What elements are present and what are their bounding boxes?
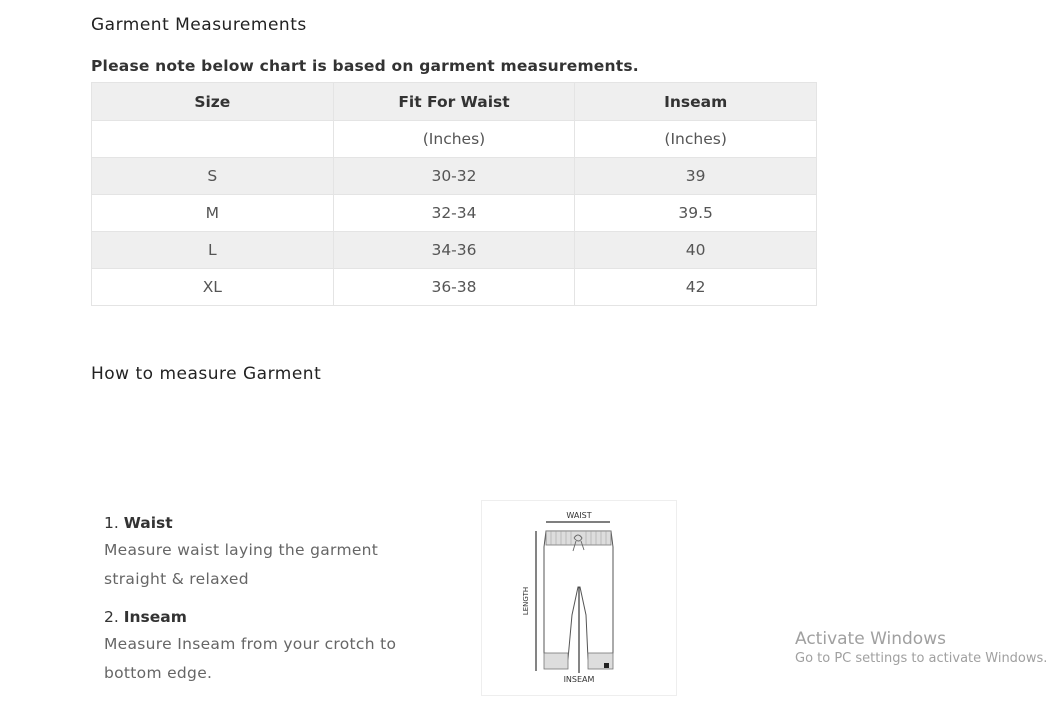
header-fit-for-waist: Fit For Waist [333,83,575,121]
inseam-label: INSEAM [563,675,595,684]
activate-windows-watermark [795,628,1047,668]
left-cuff [544,653,568,669]
pants-illustration [482,501,676,695]
step-description: Measure Inseam from your crotch to bottom edge. [104,635,397,682]
table-cell: S [92,158,334,195]
table-header-row [92,83,817,121]
waist-label: WAIST [566,511,592,520]
table-cell: (Inches) [575,121,817,158]
table-cell: 30-32 [333,158,575,195]
step-waist [104,510,444,594]
watermark-subtitle: Go to PC settings to activate Windows. [795,651,1047,666]
table-cell: 36-38 [333,269,575,306]
table-cell: L [92,232,334,269]
step-title [104,510,444,536]
table-cell: (Inches) [333,121,575,158]
table-cell [92,121,334,158]
measure-instructions [104,510,444,698]
table-cell: M [92,195,334,232]
step-number: 1. [104,514,119,532]
step-description: Measure waist laying the garment straight & relaxed [104,541,379,588]
chart-note: Please note below chart is based on garment measurements. [91,57,639,75]
size-chart-table [91,82,817,306]
step-name: Inseam [123,608,187,626]
table-cell: XL [92,269,334,306]
table-row [92,195,817,232]
garment-measurements-title: Garment Measurements [91,15,307,35]
step-number: 2. [104,608,119,626]
step-name: Waist [123,514,173,532]
pants-measurement-diagram [481,500,677,696]
table-row [92,232,817,269]
length-label: LENGTH [522,586,530,616]
step-inseam [104,604,444,688]
header-inseam: Inseam [575,83,817,121]
header-size: Size [92,83,334,121]
watermark-title: Activate Windows [795,629,946,649]
brand-tag [604,663,609,668]
table-row [92,121,817,158]
table-cell: 42 [575,269,817,306]
step-title [104,604,444,630]
table-cell: 34-36 [333,232,575,269]
table-cell: 39 [575,158,817,195]
table-cell: 32-34 [333,195,575,232]
right-cuff [588,653,613,669]
table-row [92,158,817,195]
table-row [92,269,817,306]
how-to-measure-title: How to measure Garment [91,364,322,384]
table-cell: 39.5 [575,195,817,232]
table-cell: 40 [575,232,817,269]
